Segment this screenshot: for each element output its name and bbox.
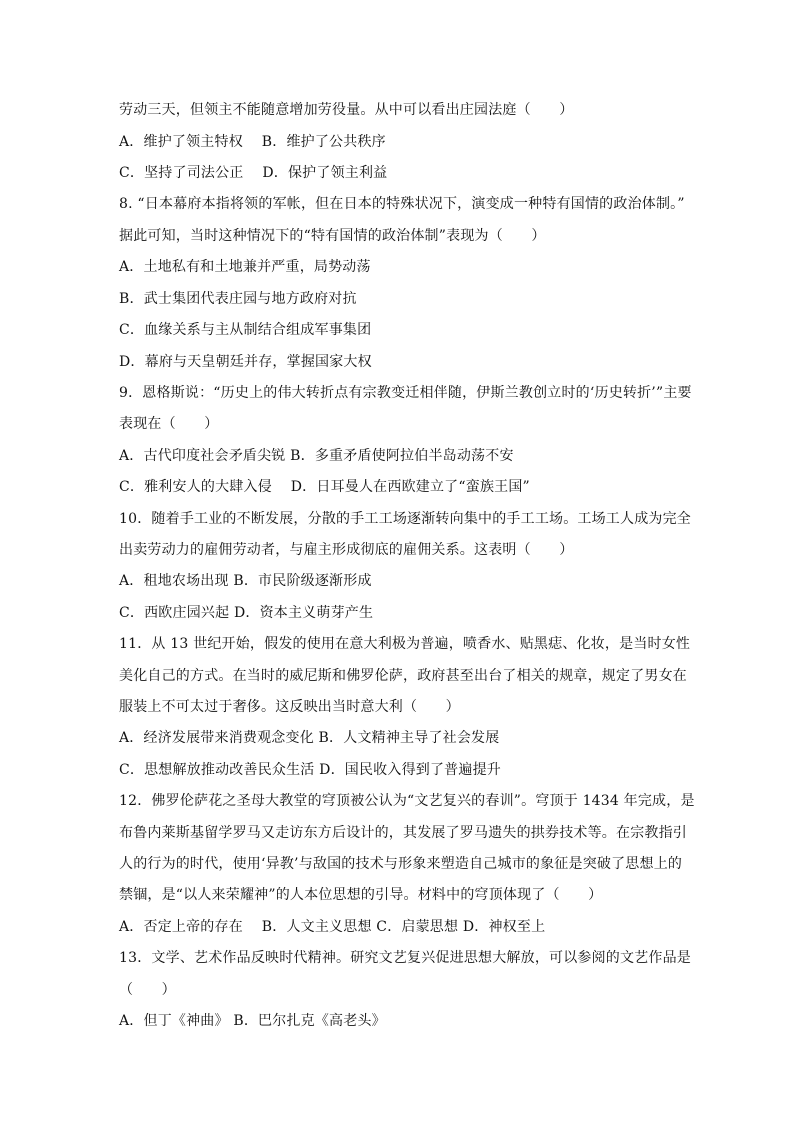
q10-option-ab: A．租地农场出现 B．市民阶级逐渐形成 [119, 573, 372, 589]
q8-stem-line-2: 据此可知，当时这种情况下的“特有国情的政治体制”表现为（ ） [119, 228, 546, 244]
q10-option-cd: C．西欧庄园兴起 D．资本主义萌芽产生 [119, 605, 374, 621]
q11-stem-line-1: 11．从 13 世纪开始，假发的使用在意大利极为普遍，喷香水、贴黑痣、化妆，是当时女性 [119, 636, 691, 652]
q7-option-ab: A．维护了领主特权 B．维护了公共秩序 [119, 134, 386, 150]
q12-stem-line-4: 禁锢，是“以人来荣耀神”的人本位思想的引导。材料中的穹顶体现了（ ） [119, 887, 603, 903]
q10-stem-line-1: 10．随着手工业的不断发展，分散的手工工场逐渐转向集中的手工工场。工场工人成为完全 [119, 511, 692, 527]
q7-option-cd: C．坚持了司法公正 D．保护了领主利益 [119, 165, 388, 181]
q11-stem-line-2: 美化自己的方式。在当时的威尼斯和佛罗伦萨，政府甚至出台了相关的规章，规定了男女在 [119, 668, 687, 684]
q8-option-d: D．幕府与天皇朝廷并存，掌握国家大权 [119, 354, 372, 370]
q11-option-ab: A．经济发展带来消费观念变化 B．人文精神主导了社会发展 [119, 730, 500, 746]
q12-stem-line-1: 12．佛罗伦萨花之圣母大教堂的穹顶被公认为“文艺复兴的春训”。穹顶于 1434 年完成，是 [119, 793, 695, 809]
q11-option-cd: C．思想解放推动改善民众生活 D．国民收入得到了普遍提升 [119, 762, 501, 778]
q8-stem-line-1: 8. “日本幕府本指将领的军帐，但在日本的特殊状况下，演变成一种特有国情的政治体制。” [119, 196, 685, 212]
text-line-1: 劳动三天，但领主不能随意增加劳役量。从中可以看出庄园法庭（ ） [119, 102, 574, 118]
q9-stem-line-2: 表现在（ ） [119, 416, 219, 432]
q9-option-ab: A．古代印度社会矛盾尖锐 B．多重矛盾使阿拉伯半岛动荡不安 [119, 448, 514, 464]
q12-stem-line-3: 人的行为的时代，使用‘异教’与敌国的技术与形象来塑造自己城市的象征是突破了思想上的 [119, 856, 683, 872]
q12-stem-line-2: 布鲁内莱斯基留学罗马又走访东方后设计的，其发展了罗马遗失的拱券技术等。在宗教指引 [119, 825, 687, 841]
q13-stem-line-2: （ ） [119, 982, 176, 998]
q10-stem-line-2: 出卖劳动力的雇佣劳动者，与雇主形成彻底的雇佣关系。这表明（ ） [119, 542, 574, 558]
q13-option-ab: A．但丁《神曲》 B．巴尔扎克《高老头》 [119, 1013, 386, 1029]
q8-option-b: B．武士集团代表庄园与地方政府对抗 [119, 291, 357, 307]
q11-stem-line-3: 服装上不可太过于奢侈。这反映出当时意大利（ ） [119, 699, 460, 715]
q9-option-cd: C．雅利安人的大肆入侵 D．日耳曼人在西欧建立了“蛮族王国” [119, 479, 530, 495]
q8-option-c: C．血缘关系与主从制结合组成军事集团 [119, 322, 372, 338]
q12-options: A．否定上帝的存在 B．人文主义思想 C．启蒙思想 D．神权至上 [119, 919, 546, 935]
q9-stem-line-1: 9．恩格斯说：“历史上的伟大转折点有宗教变迁相伴随，伊斯兰教创立时的‘历史转折’”主要 [119, 385, 692, 401]
q13-stem-line-1: 13．文学、艺术作品反映时代精神。研究文艺复兴促进思想大解放，可以参阅的文艺作品是 [119, 950, 692, 966]
q8-option-a: A．土地私有和土地兼并严重，局势动荡 [119, 259, 371, 275]
